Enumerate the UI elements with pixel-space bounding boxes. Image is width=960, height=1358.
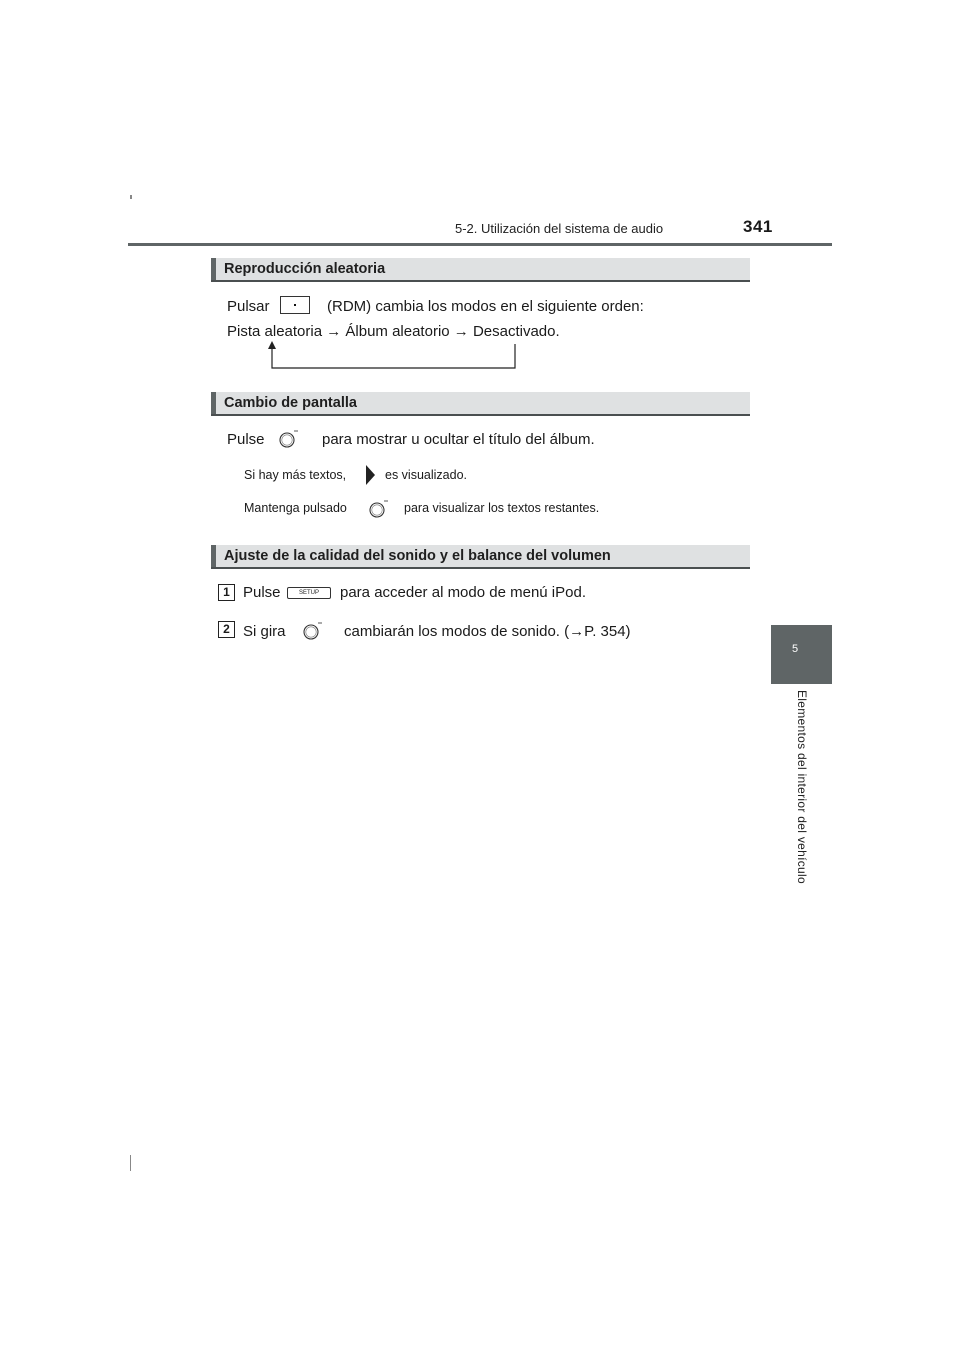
chapter-number: 5 [792,643,799,655]
right-triangle-icon [364,464,376,486]
print-mark [130,1155,131,1171]
section-header-display [211,392,750,416]
section-header-sound [211,545,750,569]
cycle-return-arrow [265,340,520,372]
step-number-1: 1 [218,584,235,601]
display-text-post: para mostrar u ocultar el título del álbum. [322,431,595,448]
section-title: Reproducción aleatoria [224,261,386,277]
display-text-pre: Pulse [227,431,265,448]
random-text-pre: Pulsar [227,298,270,315]
step2-text-post: cambiarán los modos de sonido. (→P. 354) [344,623,631,640]
step1-text-post: para acceder al modo de menú iPod. [340,584,586,601]
random-sequence: Pista aleatoria → Álbum aleatorio → Desactivado. [227,323,560,340]
display-note1-pre: Si hay más textos, [244,468,347,482]
section-title: Cambio de pantalla [224,395,357,411]
chapter-tab [771,625,832,684]
section-header-random [211,258,750,282]
chapter-title: Elementos del interior del vehículo [795,690,809,884]
step2-text-pre: Si gira [243,623,286,640]
print-mark [130,195,132,199]
setup-button-icon: SETUP [287,587,331,599]
header-rule [128,243,832,246]
rdm-button-icon [280,296,310,314]
page-number: 341 [743,217,773,236]
header-section-title: 5-2. Utilización del sistema de audio [455,221,664,236]
display-note2-pre: Mantenga pulsado [244,501,347,515]
random-text-post: (RDM) cambia los modos en el siguiente orden: [327,298,644,315]
section-title: Ajuste de la calidad del sonido y el balance del volumen [224,548,611,564]
step-number-2: 2 [218,621,235,638]
step1-text-pre: Pulse [243,584,281,601]
tune-select-knob-icon [303,621,322,640]
tune-select-knob-icon [369,499,388,518]
display-note2-post: para visualizar los textos restantes. [404,501,600,515]
display-note1-post: es visualizado. [385,468,467,482]
tune-select-knob-icon [279,429,298,448]
